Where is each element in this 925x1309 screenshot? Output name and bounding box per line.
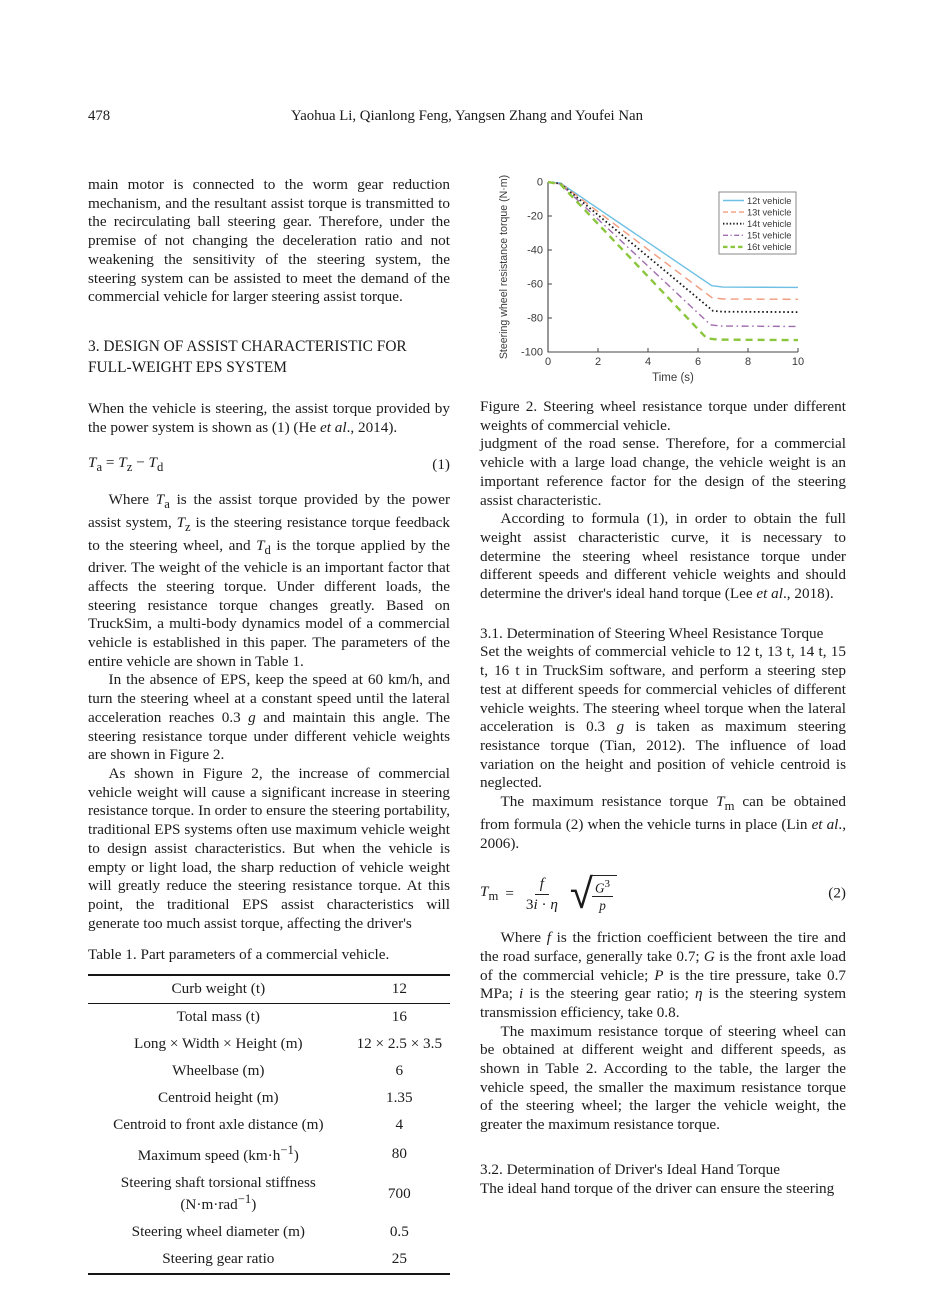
section-3-heading: 3. DESIGN OF ASSIST CHARACTERISTIC FOR FULL-WEIGHT EPS SYSTEM bbox=[88, 337, 407, 377]
figure2-chart bbox=[480, 163, 846, 391]
table-row bbox=[88, 1112, 450, 1139]
equation-2-denominator: 3i · η bbox=[525, 895, 558, 913]
running-head-authors: Yaohua Li, Qianlong Feng, Yangsen Zhang and Youfei Nan bbox=[291, 108, 643, 124]
y-tick-label: -60 bbox=[527, 278, 543, 291]
value-cell: 16 bbox=[391, 1008, 407, 1026]
value-cell: 1.35 bbox=[386, 1088, 413, 1106]
legend-label: 14t vehicle bbox=[747, 219, 792, 229]
table-row bbox=[88, 1170, 450, 1220]
value-cell: 12 bbox=[349, 975, 450, 1003]
x-tick-label: 10 bbox=[791, 356, 805, 368]
paragraph-set-weights: Set the weights of commercial vehicle to 12 t, 13 t, 14 t, 15 t, 16 t in TruckSim software, and perform a steering step test at different speeds for commercial vehicles of different vehicle weights. The steering wheel torque when the lateral acceleration is 0.3 g is taken as maximum steering resistance torque (Tian, 2012). The influence of load variation on the height and position of vehicle centroid is neglected. bbox=[480, 643, 846, 792]
equation-1 bbox=[88, 454, 450, 477]
paragraph-absence-eps: In the absence of EPS, keep the speed at 60 km/h, and turn the steering wheel at a constant speed until the lateral acceleration reaches 0.3 g and maintain this angle. The steering resistance torque under different vehicle weights are shown in Figure 2. bbox=[88, 671, 450, 764]
parameter-cell: Centroid height (m) bbox=[157, 1088, 279, 1106]
radical-fraction bbox=[592, 878, 613, 913]
figure2-svg bbox=[480, 163, 846, 393]
value-cell: 25 bbox=[391, 1250, 407, 1268]
parameter-cell: Maximum speed $(km\cdot h^{-1})$ bbox=[137, 1142, 299, 1164]
parameter-cell: Total mass (t) bbox=[176, 1008, 260, 1026]
table-row bbox=[88, 1003, 450, 1030]
x-tick-label: 6 bbox=[694, 356, 702, 368]
parameter-cell: Steering shaft torsional stiffness (N·m·rad$^{-1}$) bbox=[120, 1173, 316, 1214]
equation-2-lhs: $T_m$ bbox=[480, 882, 499, 903]
parameter-cell: Centroid to front axle distance (m) bbox=[113, 1115, 324, 1133]
y-tick-label: 0 bbox=[536, 176, 543, 189]
section-3-2-heading: 3.2. Determination of Driver's Ideal Hand Torque bbox=[480, 1160, 780, 1178]
table-row bbox=[88, 1058, 450, 1085]
equation-2 bbox=[480, 868, 846, 918]
paragraph-where-f: Where f is the friction coefficient between the tire and the road surface, generally take 0.7; G is the front axle load of the commercial vehicle; P is the tire pressure, take 0.7 MPa; i is the steering gear ratio; η is the steering system transmission efficiency, take 0.8. bbox=[480, 929, 847, 1021]
parameter-cell: Wheelbase (m) bbox=[172, 1061, 265, 1079]
radical-body bbox=[590, 875, 617, 913]
table1-part-parameters bbox=[88, 974, 450, 1275]
equation-2-radical bbox=[569, 868, 617, 918]
x-axis-label: Time (s) bbox=[652, 372, 694, 384]
value-cell: 0.5 bbox=[389, 1223, 409, 1241]
parameter-cell: Steering gear ratio bbox=[162, 1250, 275, 1268]
paragraph-main-motor: main motor is connected to the worm gear reduction mechanism, and the resultant assist torque is transmitted to the recirculating ball steering gear. Therefore, under the premise of not changing the deceleration ratio and not weakening the sensitivity of the steering system, the steering system can be assisted to meet the demand of the commercial vehicle for larger steering assist torque. bbox=[88, 176, 450, 306]
parameter-cell: Steering wheel diameter (m) bbox=[131, 1223, 305, 1241]
section-3-1-heading: 3.1. Determination of Steering Wheel Resistance Torque bbox=[480, 624, 824, 642]
radical-denominator: p bbox=[599, 897, 606, 913]
table-row bbox=[88, 1246, 450, 1274]
x-tick-label: 0 bbox=[544, 356, 552, 368]
equation-2-body bbox=[480, 868, 617, 918]
y-tick-label: -80 bbox=[527, 312, 543, 325]
paragraph-table2-discussion: The maximum resistance torque of steering wheel can be obtained at different weight and different speeds, as shown in Table 2. According to the table, the larger the vehicle speed, the smaller the maximum resistance torque of the steering wheel; the larger the vehicle weight, the greater the maximum resistance torque. bbox=[480, 1022, 846, 1134]
radical-sign: √ bbox=[569, 868, 593, 918]
paragraph-when-steering: When the vehicle is steering, the assist torque provided by the power system is shown as (1) (He et al., 2014). bbox=[88, 399, 450, 436]
value-cell: 700 bbox=[387, 1185, 411, 1203]
value-cell: 4 bbox=[395, 1115, 404, 1133]
page-number: 478 bbox=[88, 108, 111, 124]
equation-1-number: (1) bbox=[432, 456, 450, 474]
equation-2-equals: = bbox=[505, 884, 514, 902]
y-tick-label: -100 bbox=[520, 346, 543, 359]
legend-label: 12t vehicle bbox=[747, 195, 792, 206]
x-tick-label: 8 bbox=[744, 356, 752, 368]
paragraph-max-resistance-torque: The maximum resistance torque $T_m$ can be obtained from formula (2) when the vehicle turns in place (Lin et al., 2006). bbox=[480, 793, 846, 852]
parameter-cell: Curb weight (t) bbox=[88, 975, 349, 1003]
parameter-cell: Long × Width × Height (m) bbox=[134, 1035, 303, 1053]
radical-numerator: $G^3$ bbox=[592, 878, 613, 897]
paragraph-where-ta: Where $T_a$ is the assist torque provided by the power assist system, $T_z$ is the steering resistance torque feedback to the steering wheel, and $T_d$ is the torque applied by the driver. The weight of the vehicle is an important factor that affects the steering torque. Under different loads, the steering resistance torque changes greatly. Based on TruckSim, a multi-body dynamics model of a commercial vehicle is established in this paper. The parameters of the entire vehicle are shown in Table 1. bbox=[88, 491, 451, 670]
table1-caption: Table 1. Part parameters of a commercial vehicle. bbox=[88, 946, 390, 964]
paragraph-ideal-hand-torque: The ideal hand torque of the driver can ensure the steering bbox=[480, 1179, 835, 1197]
table-row bbox=[88, 1031, 450, 1058]
x-tick-label: 4 bbox=[644, 356, 652, 368]
value-cell: 6 bbox=[395, 1061, 404, 1079]
equation-2-numerator: f bbox=[535, 875, 549, 894]
table-row bbox=[88, 1219, 450, 1246]
y-axis-label: Steering wheel resistance torque (N·m) bbox=[498, 174, 510, 360]
table-row bbox=[88, 1085, 450, 1112]
x-tick-label: 2 bbox=[594, 356, 602, 368]
paragraph-according-formula1: According to formula (1), in order to obtain the full weight assist characteristic curve, it is necessary to determine the steering wheel resistance torque under different speeds and different vehicle weights and should determine the driver's ideal hand torque (Lee et al., 2018). bbox=[480, 510, 846, 603]
y-tick-label: -40 bbox=[527, 244, 543, 257]
figure2-caption: Figure 2. Steering wheel resistance torque under different weights of commercial vehicle. bbox=[480, 398, 846, 434]
y-tick-label: -20 bbox=[527, 210, 543, 223]
legend-label: 16t vehicle bbox=[747, 242, 792, 253]
equation-1-body: $T_a = T_z - T_d$ bbox=[88, 454, 164, 475]
value-cell: 12 × 2.5 × 3.5 bbox=[356, 1035, 443, 1053]
equation-2-number: (2) bbox=[828, 884, 846, 902]
table-row bbox=[88, 1139, 450, 1170]
paragraph-judgment-road-sense: judgment of the road sense. Therefore, for a commercial vehicle with a large load change, the vehicle weight is an important reference factor for the design of the steering assist characteristic. bbox=[480, 435, 846, 509]
right-column bbox=[480, 163, 846, 1198]
legend-label: 13t vehicle bbox=[747, 207, 792, 218]
equation-2-fraction bbox=[521, 875, 563, 913]
value-cell: 80 bbox=[391, 1144, 407, 1162]
paragraph-as-shown-figure2: As shown in Figure 2, the increase of commercial vehicle weight will cause a significant increase in steering resistance torque. In order to ensure the steering portability, traditional EPS systems often use maximum vehicle weight to design assist characteristics. But when the vehicle is empty or light load, the sharp reduction of vehicle weight will greatly reduce the steering resistance torque. At this point, the traditional EPS assist characteristics will generate too much assist torque, affecting the driver's bbox=[88, 765, 450, 932]
legend-label: 15t vehicle bbox=[747, 230, 792, 241]
table1-body bbox=[88, 975, 450, 1274]
table-row bbox=[88, 975, 450, 1003]
left-column bbox=[88, 176, 450, 1275]
